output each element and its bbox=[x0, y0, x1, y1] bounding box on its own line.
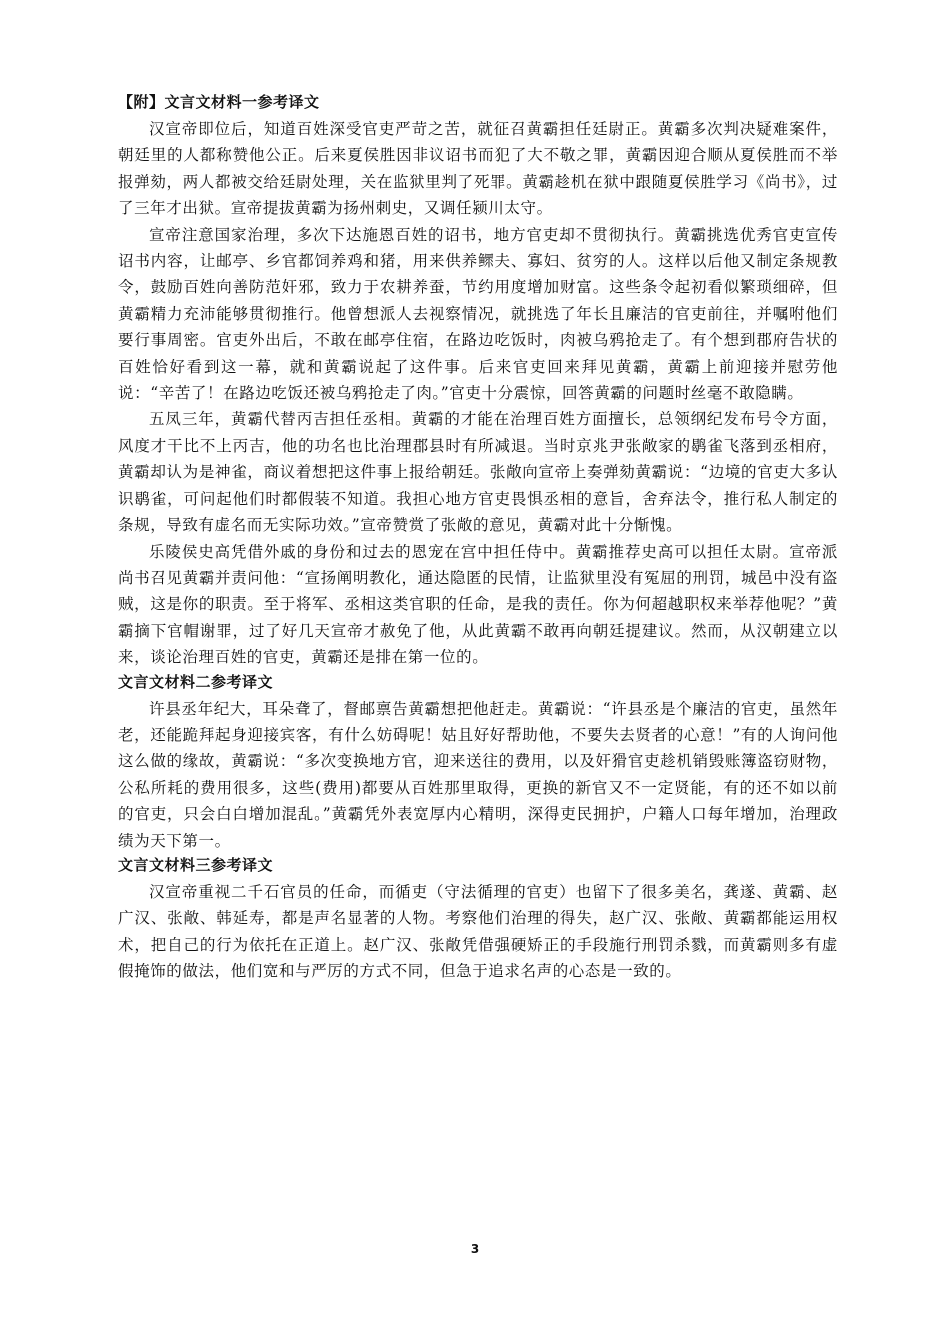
page-number: 3 bbox=[470, 1242, 480, 1256]
document-body bbox=[118, 91, 838, 985]
section-title-material-3: 文言文材料三参考译文 bbox=[118, 855, 274, 874]
paragraph: 五凤三年，黄霸代替丙吉担任丞相。黄霸的才能在治理百姓方面擅长，总领纲纪发布号令方面，风度才干比不上丙吉，他的功名也比治理郡县时有所减退。当时京兆尹张敞家的鹖雀飞落到丞相府，黄霸却认为是神雀，商议着想把这件事上报给朝廷。张敞向宣帝上奏弹劾黄霸说：“边境的官吏大多认识鹖雀，可问起他们时都假装不知道。我担心地方官吏畏惧丞相的意旨，舍弃法令，推行私人制定的条规，导致有虚名而无实际功效。”宣帝赞赏了张敞的意见，黄霸对此十分惭愧。 bbox=[118, 410, 838, 535]
paragraph: 许县丞年纪大，耳朵聋了，督邮禀告黄霸想把他赶走。黄霸说：“许县丞是个廉洁的官吏，虽然年老，还能跪拜起身迎接宾客，有什么妨碍呢！姑且好好帮助他，不要失去贤者的心意！”有的人询问他这么做的缘故，黄霸说：“多次变换地方官，迎来送往的费用，以及奸猾官吏趁机销毁账簿盗窃财物，公私所耗的费用很多，这些(费用)都要从百姓那里取得，更换的新官又不一定贤能，有的还不如以前的官吏，只会白白增加混乱。”黄霸凭外表宽厚内心精明，深得吏民拥护，户籍人口每年增加，治理政绩为天下第一。 bbox=[118, 699, 838, 850]
paragraph: 汉宣帝即位后，知道百姓深受官吏严苛之苦，就征召黄霸担任廷尉正。黄霸多次判决疑难案件，朝廷里的人都称赞他公正。后来夏侯胜因非议诏书而犯了大不敬之罪，黄霸因迎合顺从夏侯胜而不举报弹劾，两人都被交给廷尉处理，关在监狱里判了死罪。黄霸趁机在狱中跟随夏侯胜学习《尚书》，过了三年才出狱。宣帝提拔黄霸为扬州刺史，又调任颍川太守。 bbox=[118, 120, 838, 218]
paragraph: 宣帝注意国家治理，多次下达施恩百姓的诏书，地方官吏却不贯彻执行。黄霸挑选优秀官吏宣传诏书内容，让邮亭、乡官都饲养鸡和猪，用来供养鳏夫、寡妇、贫穷的人。这样以后他又制定条规教令，鼓励百姓向善防范奸邪，致力于农耕养蚕，节约用度增加财富。这些条令起初看似繁琐细碎，但黄霸精力充沛能够贯彻推行。他曾想派人去视察情况，就挑选了年长且廉洁的官吏前往，并嘱咐他们要行事周密。官吏外出后，不敢在邮亭住宿，在路边吃饭时，肉被乌鸦抢走了。有个想到郡府告状的百姓恰好看到这一幕，就和黄霸说起了这件事。后来官吏回来拜见黄霸，黄霸上前迎接并慰劳他说：“辛苦了！在路边吃饭还被乌鸦抢走了肉。”官吏十分震惊，回答黄霸的问题时丝毫不敢隐瞒。 bbox=[118, 225, 838, 403]
section-title-material-2: 文言文材料二参考译文 bbox=[118, 672, 274, 691]
paragraph: 汉宣帝重视二千石官员的任命，而循吏（守法循理的官吏）也留下了很多美名，龚遂、黄霸、赵广汉、张敞、韩延寿，都是声名显著的人物。考察他们治理的得失，赵广汉、张敞、黄霸都能运用权术，把自己的行为依托在正道上。赵广汉、张敞凭借强硬矫正的手段施行刑罚杀戮，而黄霸则多有虚假掩饰的做法，他们宽和与严厉的方式不同，但急于追求名声的心态是一致的。 bbox=[118, 882, 838, 981]
paragraph: 乐陵侯史高凭借外戚的身份和过去的恩宠在宫中担任侍中。黄霸推荐史高可以担任太尉。宣帝派尚书召见黄霸并责问他：“宣扬阐明教化，通达隐匿的民情，让监狱里没有冤屈的刑罚，城邑中没有盗贼，这是你的职责。至于将军、丞相这类官职的任命，是我的责任。你为何超越职权来举荐他呢？”黄霸摘下官帽谢罪，过了好几天宣帝才赦免了他，从此黄霸不敢再向朝廷提建议。然而，从汉朝建立以来，谈论治理百姓的官吏，黄霸还是排在第一位的。 bbox=[118, 542, 838, 667]
section-title-material-1: 【附】文言文材料一参考译文 bbox=[118, 93, 320, 111]
